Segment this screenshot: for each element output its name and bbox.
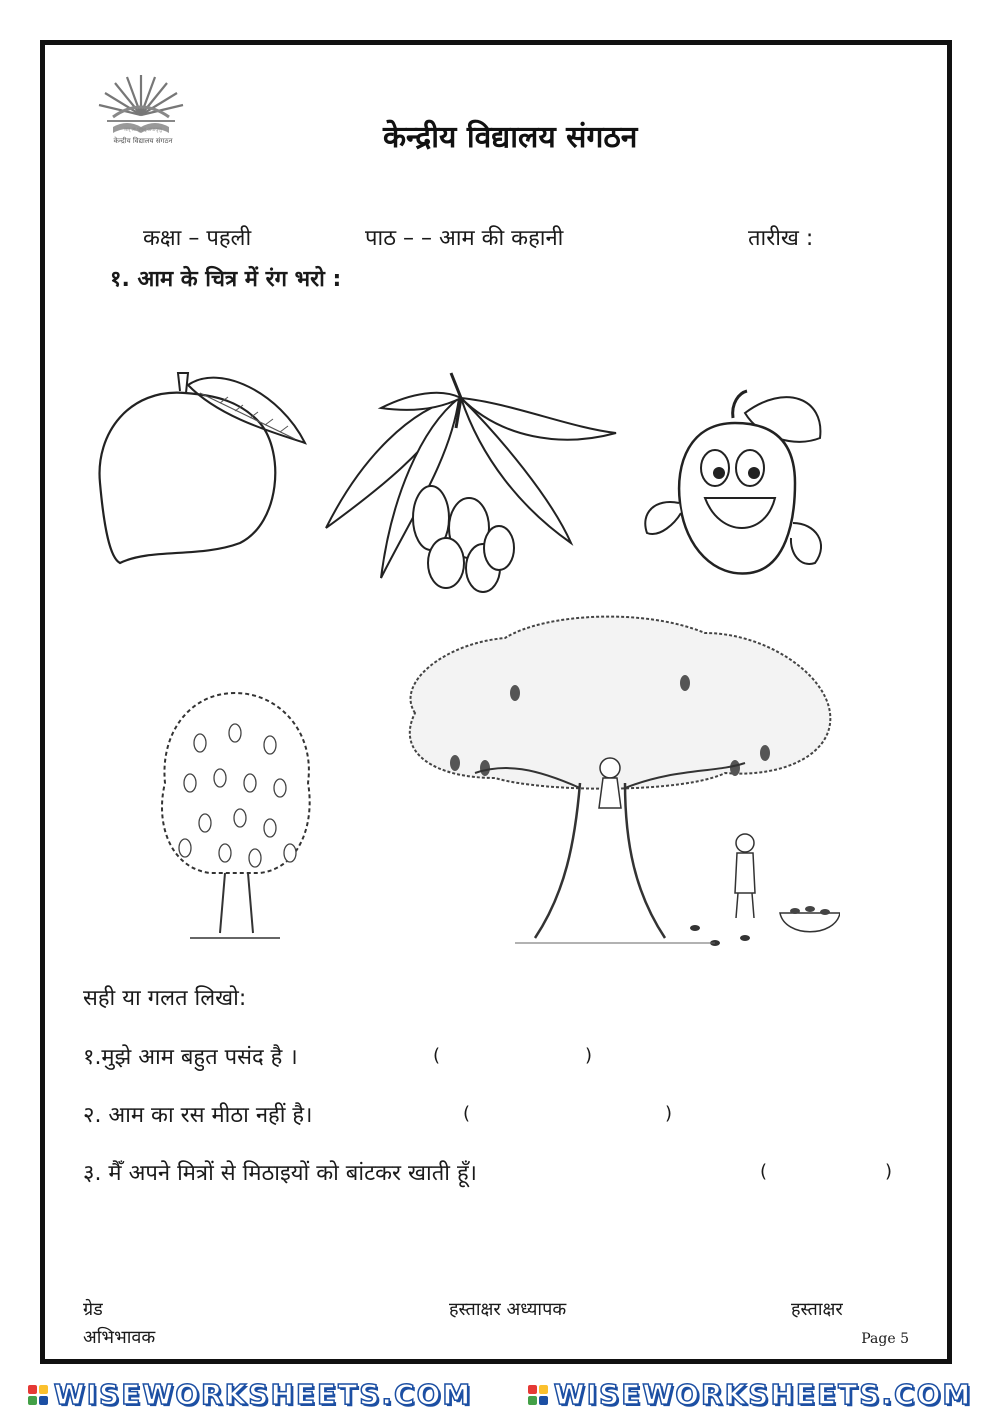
- page-title: केन्द्रीय विद्यालय संगठन: [383, 120, 638, 155]
- mango-outline-icon: [90, 363, 315, 573]
- mango-branch-icon: [321, 368, 621, 593]
- logo-caption: केन्द्रीय विद्यालय संगठन: [113, 137, 173, 145]
- statement-2: २. आम का रस मीठा नहीं है।: [83, 1103, 313, 1128]
- mango-tree-with-children-icon: [385, 593, 840, 958]
- signature-label: हस्ताक्षर: [791, 1299, 843, 1320]
- brand-left: [28, 1378, 473, 1411]
- answer-2-open: (: [463, 1103, 471, 1124]
- brand-text: WISEWORKSHEETS.COM: [553, 1378, 973, 1411]
- answer-3-open: (: [760, 1161, 768, 1182]
- answer-1-open: (: [433, 1045, 441, 1066]
- logo-motto: तत् त्वं पूषन् अपावृणु: [124, 127, 162, 133]
- answer-1-close: ): [585, 1045, 593, 1066]
- brand-right: [528, 1378, 973, 1411]
- class-label: कक्षा – पहली: [143, 226, 252, 251]
- question-1-heading: १. आम के चित्र में रंग भरो :: [110, 267, 342, 292]
- wiseworksheets-banner: [0, 1376, 1000, 1413]
- answer-3-close: ): [885, 1161, 893, 1182]
- page-number: Page 5: [861, 1331, 909, 1347]
- answer-2-close: ): [665, 1103, 673, 1124]
- statement-1: १.मुझे आम बहुत पसंद है ।: [83, 1045, 298, 1070]
- grade-label: ग्रेड: [83, 1299, 103, 1320]
- statement-3: ३. मैँ अपने मित्रों से मिठाइयों को बांटकर खाती हूँ।: [83, 1161, 477, 1186]
- smiling-mango-icon: [635, 373, 835, 583]
- date-label: तारीख :: [748, 226, 814, 251]
- brand-logo-icon: [528, 1385, 548, 1405]
- lesson-label: पाठ – – आम की कहानी: [365, 226, 564, 251]
- mango-tree-icon: [150, 683, 320, 948]
- guardian-label: अभिभावक: [83, 1327, 156, 1348]
- brand-text: WISEWORKSHEETS.COM: [53, 1378, 473, 1411]
- true-false-heading: सही या गलत लिखो:: [83, 986, 247, 1011]
- teacher-signature-label: हस्ताक्षर अध्यापक: [449, 1299, 567, 1320]
- brand-logo-icon: [28, 1385, 48, 1405]
- worksheet-page: [40, 40, 952, 1364]
